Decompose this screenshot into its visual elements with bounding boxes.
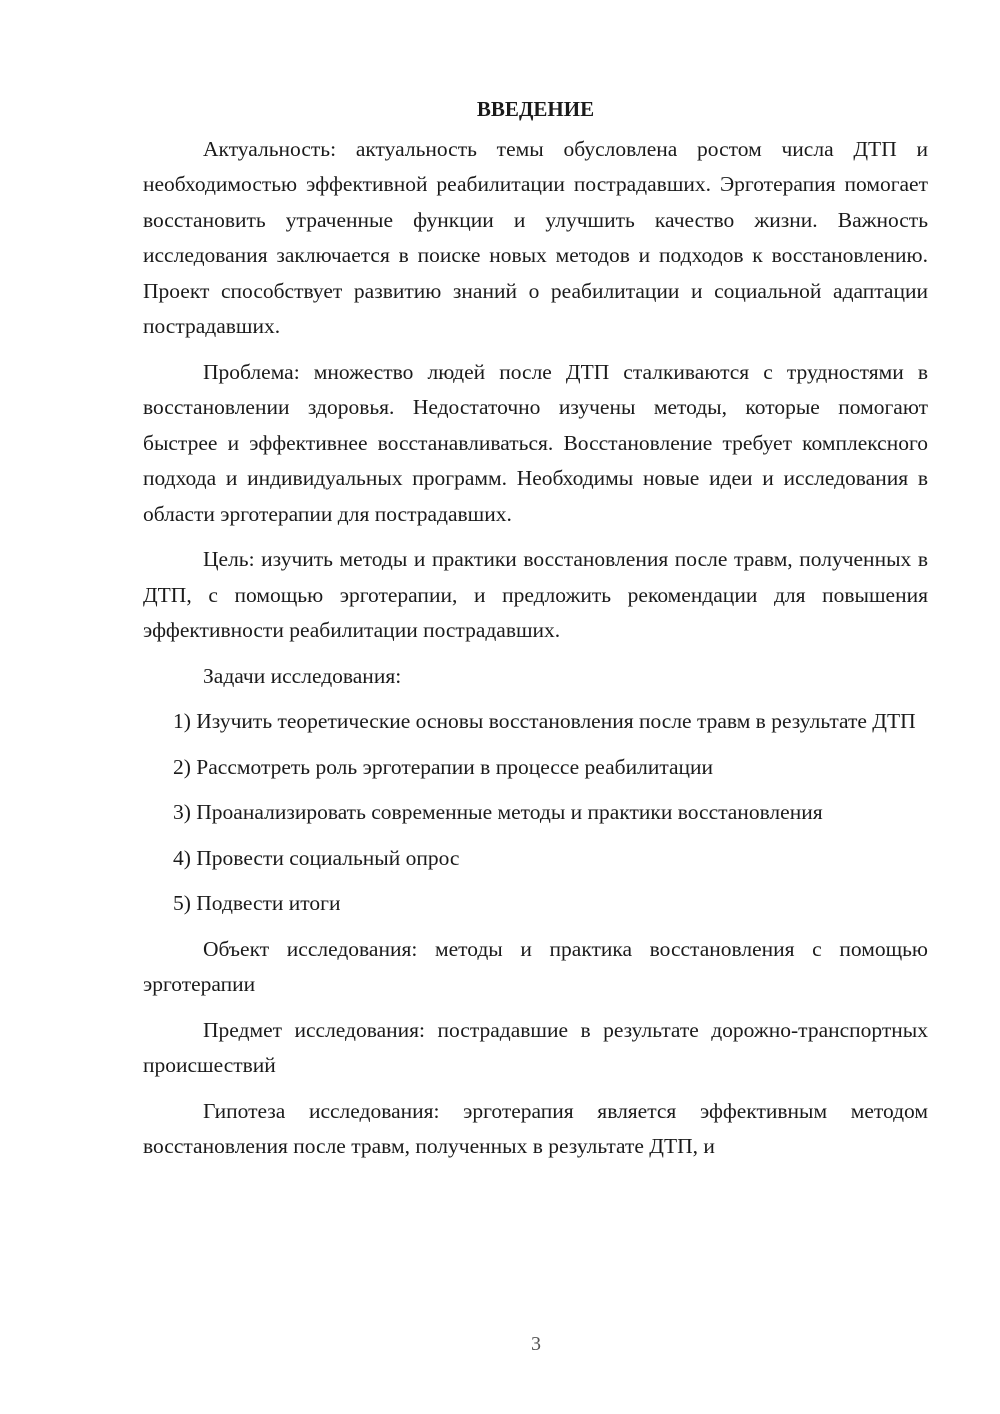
task-item-2: 2) Рассмотреть роль эрготерапии в процессе реабилитации [173,754,714,779]
paragraph-object: Объект исследования: методы и практика восстановления с помощью эрготерапии [143,936,928,996]
paragraph-goal: Цель: изучить методы и практики восстановления после травм, полученных в ДТП, с помощью эрготерапии, и предложить рекомендации для повышения эффективности реабилитации пострадавших. [143,547,928,642]
paragraph-problem: Проблема: множество людей после ДТП сталкиваются с трудностями в восстановлении здоровья. Недостаточно изучены методы, которые помогают быстрее и эффективнее восстанавливаться. Восстановление требует комплексного подхода и индивидуальных программ. Необходимы новые идеи и исследования в области эрготерапии для пострадавших. [143,359,928,526]
page-number: 3 [531,1333,541,1355]
task-item-5: 5) Подвести итоги [173,891,341,915]
document-page [143,92,928,1165]
task-item-1: 1) Изучить теоретические основы восстановления после травм в результате ДТП [173,709,916,733]
task-item-3: 3) Проанализировать современные методы и практики восстановления [173,800,823,824]
paragraph-relevance: Актуальность: актуальность темы обусловлена ростом числа ДТП и необходимостью эффективной реабилитации пострадавших. Эрготерапия помогает восстановить утраченные функции и улучшить качество жизни. Важность исследования заключается в поиске новых методов и подходов к восстановлению. Проект способствует развитию знаний о реабилитации и социальной адаптации пострадавших. [143,136,928,338]
tasks-heading: Задачи исследования: [203,663,402,688]
section-title: ВВЕДЕНИЕ [476,97,595,121]
task-item-4: 4) Провести социальный опрос [173,845,460,870]
paragraph-subject: Предмет исследования: пострадавшие в результате дорожно-транспортных происшествий [143,1017,928,1077]
paragraph-hypothesis: Гипотеза исследования: эрготерапия является эффективным методом восстановления после травм, полученных в результате ДТП, и [143,1098,928,1158]
